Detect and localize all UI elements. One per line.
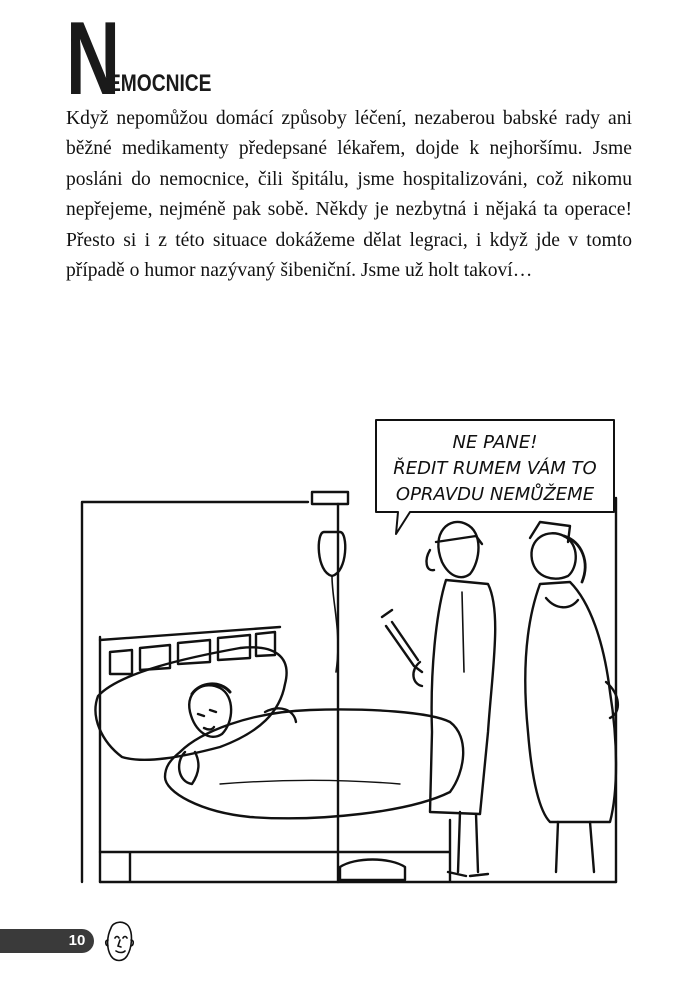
page-number: 10 bbox=[68, 932, 86, 949]
bald-man-face-icon bbox=[101, 918, 137, 964]
doctor-figure bbox=[382, 522, 495, 876]
nurse-figure bbox=[525, 522, 618, 872]
iv-drip-icon bbox=[312, 492, 348, 882]
patient-figure bbox=[179, 684, 296, 784]
speech-line-3: OPRAVDU NEMŮŽEME bbox=[395, 484, 595, 505]
speech-line-2: ŘEDIT RUMEM VÁM TO bbox=[393, 458, 597, 479]
syringe-icon bbox=[382, 610, 422, 672]
chapter-heading bbox=[66, 0, 237, 117]
blanket bbox=[165, 710, 463, 819]
speech-line-1: NE PANE! bbox=[452, 432, 538, 453]
bedpan bbox=[340, 860, 405, 881]
room-outline bbox=[82, 498, 616, 882]
hospital-cartoon bbox=[70, 412, 630, 902]
heading-rest: EMOCNICE bbox=[108, 70, 212, 97]
bed-frame bbox=[100, 820, 616, 882]
heading-initial: N bbox=[66, 0, 121, 117]
intro-paragraph: Když nepomůžou domácí způsoby léčení, nezaberou babské rady ani běžné medikamenty předepsané lékařem, dojde k nejhoršímu. Jsme posláni do nemocnice, čili špitálu, jsme hospitalizováni, což nikomu nepřejeme, nejméně pak sobě. Někdy je nezbytná i nějaká ta operace! Přesto si i z této situace dokážeme dělat legraci, i když jde v tomto případě o humor nazývaný šibeniční. Jsme už holt takoví… bbox=[66, 108, 632, 282]
